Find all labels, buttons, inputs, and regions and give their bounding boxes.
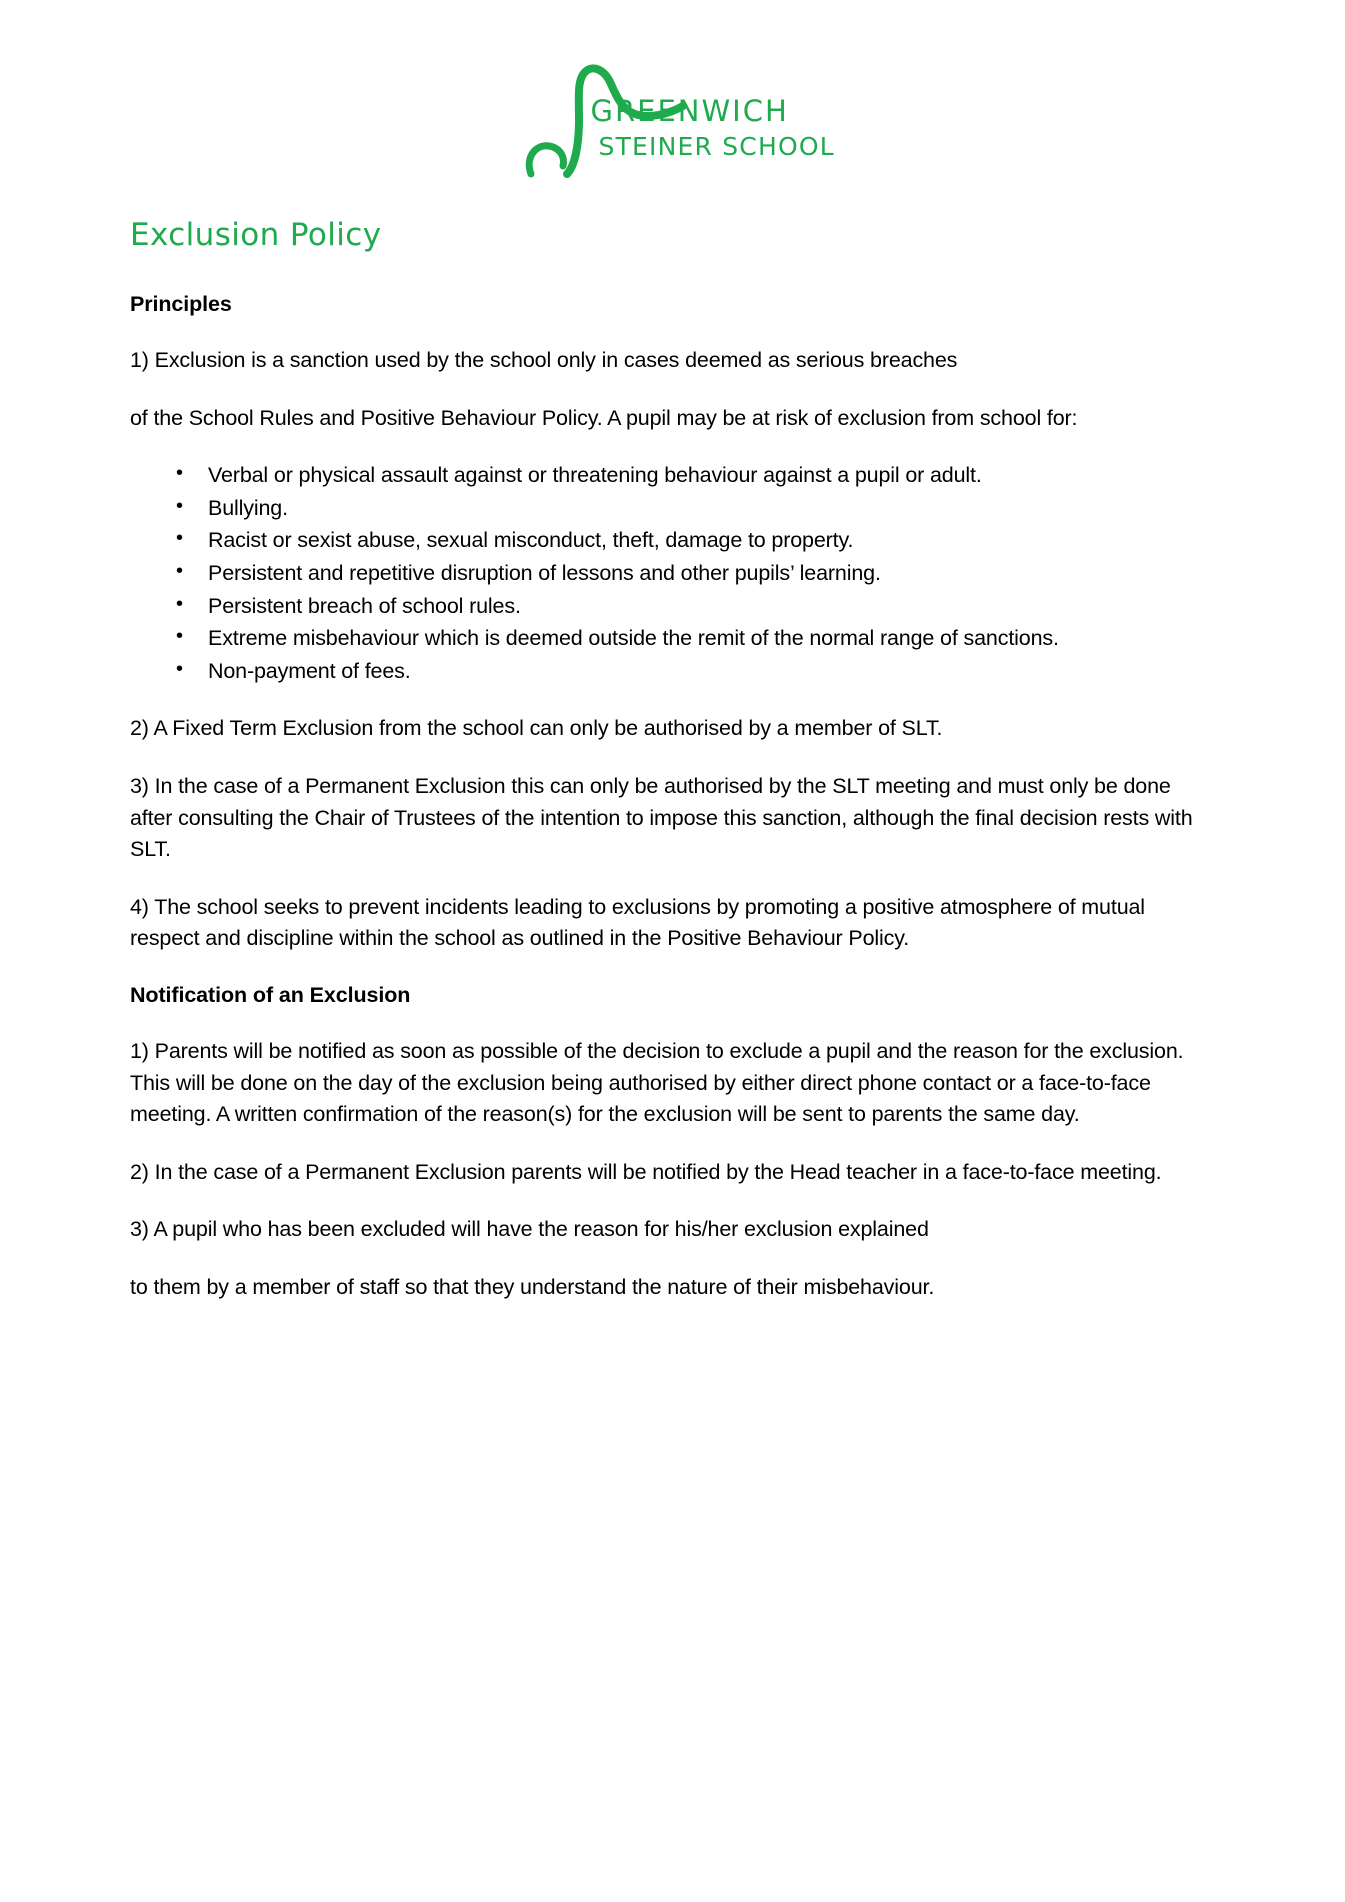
list-item: • Racist or sexist abuse, sexual misconduct, theft, damage to property. (170, 525, 1215, 557)
page-title: Exclusion Policy (130, 217, 382, 253)
paragraph-principles-1b: of the School Rules and Positive Behaviour Policy. A pupil may be at risk of exclusion from school for: (130, 405, 1078, 430)
greenwich-steiner-school-logo (523, 62, 835, 180)
paragraph-principles-2: 2) A Fixed Term Exclusion from the school can only be authorised by a member of SLT. (130, 716, 943, 741)
list-item: • Extreme misbehaviour which is deemed outside the remit of the normal range of sanctions. (170, 623, 1215, 655)
paragraph-principles-1a: 1) Exclusion is a sanction used by the school only in cases deemed as serious breaches (130, 348, 958, 373)
logo-text-steiner-school: STEINER SCHOOL (598, 132, 835, 161)
exclusion-reasons-list (130, 460, 1215, 687)
paragraph-notification-3b: to them by a member of staff so that they understand the nature of their misbehaviour. (130, 1275, 935, 1299)
paragraph-notification-1: 1) Parents will be notified as soon as possible of the decision to exclude a pupil and the reason for the exclusion. This will be done on the day of the exclusion being authorised by either direct phone contact or a face-to-face meeting. A written confirmation of the reason(s) for the exclusion will be sent to parents the same day. (130, 1039, 1184, 1127)
document-body (0, 180, 1345, 1304)
list-item: • Bullying. (170, 493, 1215, 525)
list-item: • Persistent and repetitive disruption of lessons and other pupils’ learning. (170, 558, 1215, 590)
list-item: • Verbal or physical assault against or threatening behaviour against a pupil or adult. (170, 460, 1215, 492)
school-logo-header (0, 0, 1345, 180)
list-item: • Non-payment of fees. (170, 656, 1215, 688)
paragraph-principles-3: 3) In the case of a Permanent Exclusion this can only be authorised by the SLT meeting and must only be done after consulting the Chair of Trustees of the intention to impose this sanction, although the final decision rests with SLT. (130, 774, 1193, 862)
logo-text-greenwich: GREENWICH (590, 94, 789, 128)
section-heading-notification: Notification of an Exclusion (130, 983, 411, 1008)
paragraph-notification-2: 2) In the case of a Permanent Exclusion parents will be notified by the Head teacher in a face-to-face meeting. (130, 1159, 1162, 1184)
paragraph-principles-4: 4) The school seeks to prevent incidents leading to exclusions by promoting a positive atmosphere of mutual respect and discipline within the school as outlined in the Positive Behaviour Policy. (130, 894, 1145, 951)
paragraph-notification-3a: 3) A pupil who has been excluded will have the reason for his/her exclusion explained (130, 1217, 929, 1242)
list-item: • Persistent breach of school rules. (170, 591, 1215, 623)
section-heading-principles: Principles (130, 292, 232, 317)
